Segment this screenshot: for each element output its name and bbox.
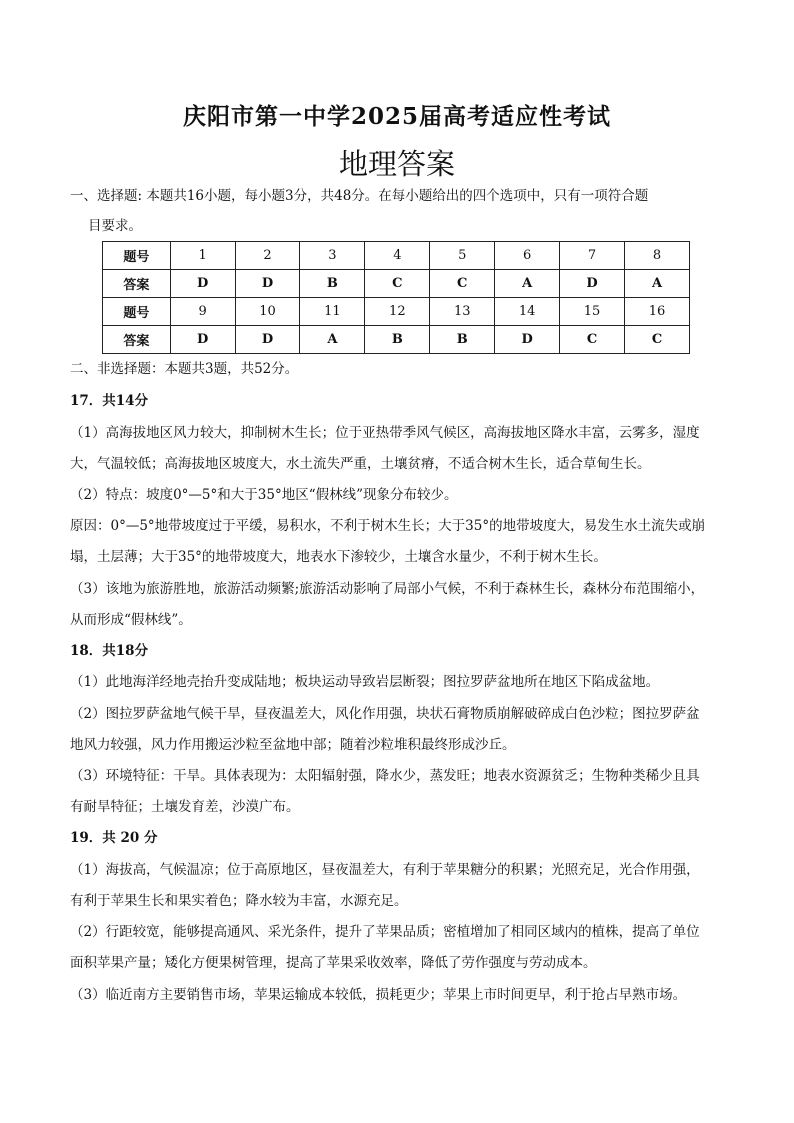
answer-cell: A <box>625 270 690 298</box>
q17-part2: （2）特点：坡度0°—5°和大于35°地区“假林线”现象分布较少。 <box>70 487 458 503</box>
q17-part3-line2: 从而形成“假林线”。 <box>70 612 192 628</box>
answer-cell: D <box>560 270 625 298</box>
table-row-answers-1 <box>103 270 690 298</box>
answer-cell: C <box>625 326 690 354</box>
choice-answer-table <box>102 241 690 354</box>
answer-cell: A <box>495 270 560 298</box>
q18-part3-line1: （3）环境特征：干旱。具体表现为：太阳辐射强，降水少，蒸发旺；地表水资源贫乏；生物种类稀少且具 <box>70 768 700 784</box>
answer-key-subtitle: 地理答案 <box>338 147 455 181</box>
answer-cell: B <box>365 326 430 354</box>
q17-heading: 17．共14分 <box>70 393 149 409</box>
answer-cell: D <box>235 270 300 298</box>
question-number: 16 <box>625 298 690 326</box>
section2-intro: 二、非选择题：本题共3题，共52分。 <box>70 361 299 377</box>
q18-part3-line2: 有耐旱特征；土壤发育差，沙漠广布。 <box>70 799 300 815</box>
table-row-numbers-2 <box>103 298 690 326</box>
table-row-answers-2 <box>103 326 690 354</box>
answer-cell: C <box>365 270 430 298</box>
q19-part1-line2: 有利于苹果生长和果实着色；降水较为丰富，水源充足。 <box>70 893 408 909</box>
table-row-numbers-1 <box>103 242 690 270</box>
q17-part1-line1: （1）高海拔地区风力较大，抑制树木生长；位于亚热带季风气候区，高海拔地区降水丰富，云雾多，湿度 <box>70 425 700 441</box>
q18-part1: （1）此地海洋经地壳抬升变成陆地；板块运动导致岩层断裂；图拉罗萨盆地所在地区下陷成盆地。 <box>70 674 660 690</box>
q17-part1-line2: 大，气温较低；高海拔地区坡度大，水土流失严重，土壤贫瘠，不适合树木生长，适合草甸生长。 <box>70 456 651 472</box>
answer-cell: A <box>300 326 365 354</box>
question-number: 4 <box>365 242 430 270</box>
answer-cell: C <box>560 326 625 354</box>
answer-cell: C <box>430 270 495 298</box>
q18-part2-line1: （2）图拉罗萨盆地气候干旱，昼夜温差大，风化作用强，块状石膏物质崩解破碎成白色沙粒；图拉罗萨盆 <box>70 706 700 722</box>
q19-part2-line1: （2）行距较宽，能够提高通风、采光条件，提升了苹果品质；密植增加了相同区域内的植株，提高了单位 <box>70 924 700 940</box>
q17-part2-reason-line2: 塌，土层薄；大于35°的地带坡度大，地表水下渗较少，土壤含水量少，不利于树木生长。 <box>70 549 607 565</box>
question-number: 5 <box>430 242 495 270</box>
answer-cell: B <box>300 270 365 298</box>
answer-cell: D <box>495 326 560 354</box>
q18-heading: 18．共18分 <box>70 643 149 659</box>
exam-title: 庆阳市第一中学2025届高考适应性考试 <box>182 103 611 130</box>
answer-cell: D <box>170 326 235 354</box>
row-label-answer: 答案 <box>103 270 171 298</box>
question-number: 6 <box>495 242 560 270</box>
section1-intro-line2: 目要求。 <box>88 218 142 234</box>
answer-cell: D <box>170 270 235 298</box>
question-number: 1 <box>170 242 235 270</box>
question-number: 10 <box>235 298 300 326</box>
q19-part2-line2: 面积苹果产量；矮化方便果树管理，提高了苹果采收效率，降低了劳作强度与劳动成本。 <box>70 955 597 971</box>
question-number: 15 <box>560 298 625 326</box>
question-number: 3 <box>300 242 365 270</box>
row-label-number: 题号 <box>103 298 171 326</box>
q18-part2-line2: 地风力较强，风力作用搬运沙粒至盆地中部；随着沙粒堆积最终形成沙丘。 <box>70 737 516 753</box>
question-number: 13 <box>430 298 495 326</box>
question-number: 2 <box>235 242 300 270</box>
q17-part2-reason-line1: 原因：0°—5°地带坡度过于平缓，易积水，不利于树木生长；大于35°的地带坡度大，易发生水土流失或崩 <box>70 518 706 534</box>
question-number: 9 <box>170 298 235 326</box>
answer-cell: D <box>235 326 300 354</box>
answer-cell: B <box>430 326 495 354</box>
row-label-number: 题号 <box>103 242 171 270</box>
q19-heading: 19．共 20 分 <box>70 830 158 846</box>
section1-intro-line1: 一、选择题: 本题共16小题，每小题3分，共48分。在每小题给出的四个选项中，只有一项符合题 <box>70 188 649 204</box>
question-number: 14 <box>495 298 560 326</box>
q17-part3-line1: （3）该地为旅游胜地，旅游活动频繁;旅游活动影响了局部小气候，不利于森林生长，森林分布范围缩小， <box>70 581 705 597</box>
question-number: 12 <box>365 298 430 326</box>
q19-part3: （3）临近南方主要销售市场，苹果运输成本较低，损耗更少；苹果上市时间更早，利于抢占早熟市场。 <box>70 987 687 1003</box>
question-number: 11 <box>300 298 365 326</box>
row-label-answer: 答案 <box>103 326 171 354</box>
question-number: 7 <box>560 242 625 270</box>
question-number: 8 <box>625 242 690 270</box>
q19-part1-line1: （1）海拔高，气候温凉；位于高原地区，昼夜温差大，有利于苹果糖分的积累；光照充足，光合作用强， <box>70 862 700 878</box>
